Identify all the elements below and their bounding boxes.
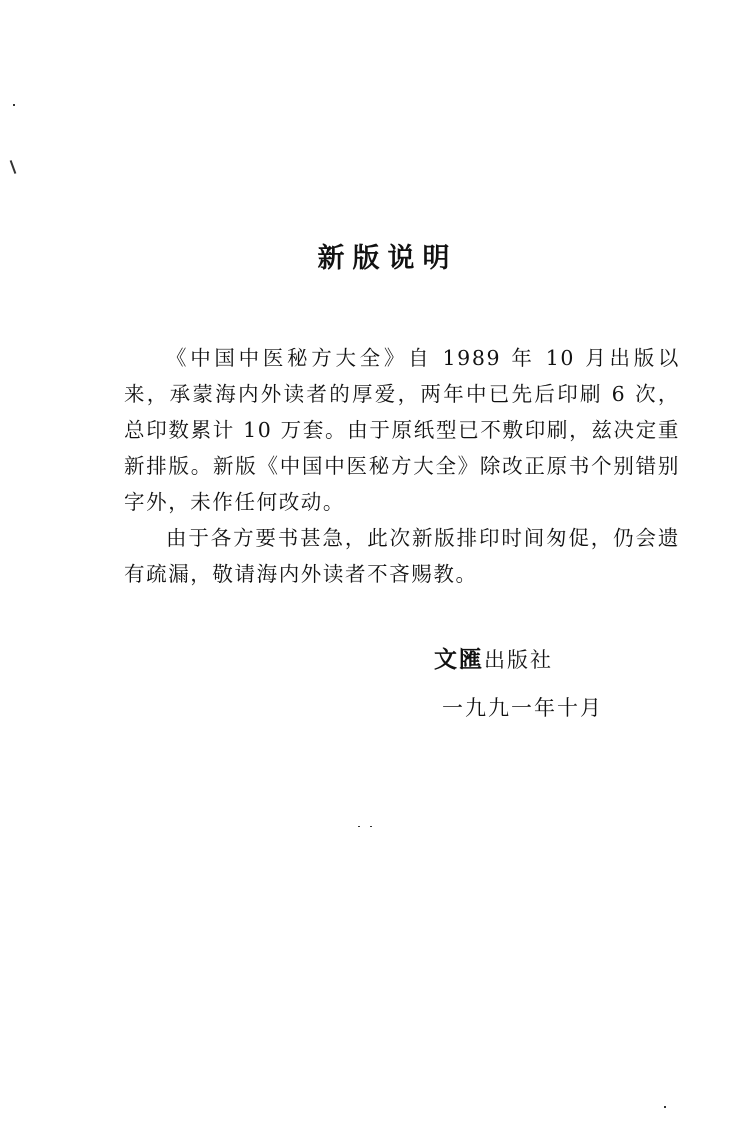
scan-speck	[664, 1106, 666, 1108]
scan-speck	[358, 826, 360, 827]
body-text	[124, 340, 680, 592]
publisher-name	[434, 636, 603, 684]
paragraph: 由于各方要书甚急，此次新版排印时间匆促，仍会遗有疏漏，敬请海内外读者不吝赐教。	[124, 526, 680, 586]
publication-date: 一九九一年十月	[442, 696, 603, 720]
publisher-name-rest: 出版社	[484, 648, 553, 672]
scan-speck	[370, 826, 372, 827]
page-title: 新版说明	[317, 243, 458, 274]
scan-speck	[13, 104, 15, 106]
scan-speck	[10, 160, 17, 174]
signature-block	[434, 636, 603, 732]
paragraph: 《中国中医秘方大全》自 1989 年 10 月出版以来，承蒙海内外读者的厚爱，两年中已先后印刷 6 次，总印数累计 10 万套。由于原纸型已不敷印刷，兹决定重新排版。新版《中国中医秘方大全》除改正原书个别错别字外，未作任何改动。	[124, 346, 680, 514]
publisher-name-bold: 文匯	[434, 646, 484, 673]
